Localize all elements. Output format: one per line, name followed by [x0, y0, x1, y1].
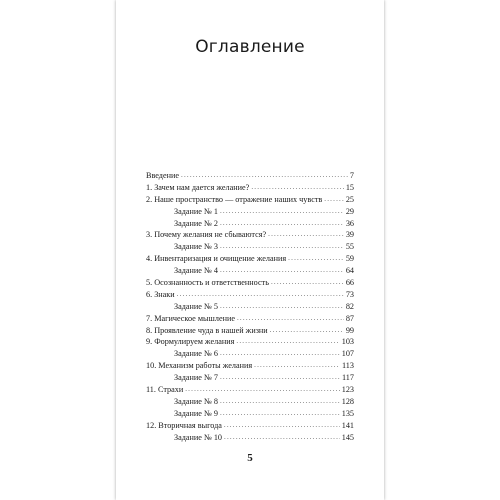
toc-entry	[146, 420, 354, 432]
toc-entry-label: 6. Знаки	[146, 289, 175, 299]
toc-subentry	[146, 206, 354, 218]
toc-entry-label: Задание № 3	[174, 242, 218, 252]
toc-entry-label: Задание № 9	[174, 408, 218, 418]
toc-entry-page: 36	[345, 218, 354, 228]
toc-entry-page: 99	[345, 325, 354, 335]
toc-entry	[146, 253, 354, 265]
table-of-contents	[146, 170, 354, 443]
toc-entry-label: 8. Проявление чуда в нашей жизни	[146, 325, 268, 335]
toc-entry-label: 4. Инвентаризация и очищение желания	[146, 254, 287, 264]
dot-leader	[220, 301, 344, 313]
toc-entry-label: 5. Осознанность и ответственность	[146, 278, 269, 287]
toc-entry	[146, 289, 354, 301]
dot-leader	[220, 348, 340, 360]
page-title: Оглавление	[195, 37, 305, 57]
toc-entry	[146, 360, 354, 372]
toc-entry	[146, 384, 354, 396]
dot-leader	[220, 396, 340, 408]
toc-entry-label: Задание № 5	[174, 301, 218, 311]
toc-entry-label: 9. Формулируем желания	[146, 337, 235, 347]
toc-entry-page: 29	[345, 206, 354, 216]
toc-entry-page: 73	[345, 289, 354, 299]
dot-leader	[251, 182, 344, 194]
toc-entry	[146, 229, 354, 241]
toc-entry	[146, 336, 354, 348]
toc-subentry	[146, 372, 354, 384]
toc-entry-label: 10. Механизм работы желания	[146, 361, 253, 371]
toc-subentry	[146, 408, 354, 420]
toc-entry-page: 141	[341, 420, 354, 430]
toc-entry-label: Задание № 2	[174, 218, 218, 228]
dot-leader	[224, 432, 340, 444]
toc-entry-page: 64	[345, 266, 354, 276]
toc-entry	[146, 325, 354, 337]
toc-subentry	[146, 301, 354, 313]
dot-leader	[177, 289, 344, 301]
toc-subentry	[146, 348, 354, 360]
toc-entry-label: Задание № 4	[174, 266, 218, 276]
toc-entry-label: Задание № 8	[174, 396, 218, 406]
dot-leader	[220, 408, 340, 420]
dot-leader	[237, 313, 344, 325]
toc-entry-page: 7	[349, 170, 354, 180]
toc-entry	[146, 194, 354, 206]
dot-leader	[220, 206, 344, 218]
toc-entry-page: 145	[341, 432, 354, 442]
dot-leader	[288, 253, 344, 265]
dot-leader	[181, 170, 348, 182]
toc-entry-page: 123	[341, 385, 354, 395]
toc-entry-label: 11. Страхи	[146, 385, 184, 395]
dot-leader	[220, 265, 344, 277]
toc-entry-label: 3. Почему желания не сбываются?	[146, 230, 267, 240]
dot-leader	[268, 229, 344, 241]
toc-entry-page: 135	[341, 408, 354, 418]
toc-entry-page: 107	[341, 349, 354, 359]
toc-subentry	[146, 432, 354, 444]
toc-entry-page: 113	[342, 361, 354, 371]
dot-leader	[270, 325, 344, 337]
toc-entry-page: 59	[345, 254, 354, 264]
toc-entry-page: 39	[345, 230, 354, 240]
dot-leader	[254, 360, 340, 372]
dot-leader	[236, 336, 339, 348]
dot-leader	[324, 194, 344, 206]
toc-subentry	[146, 241, 354, 253]
toc-entry-page: 128	[341, 396, 354, 406]
toc-entry-page: 15	[345, 182, 354, 192]
toc-entry-label: Введение	[146, 170, 180, 180]
toc-entry-page: 82	[345, 301, 354, 311]
toc-entry	[146, 182, 354, 194]
page-number: 5	[247, 452, 253, 464]
dot-leader	[271, 277, 344, 289]
toc-subentry	[146, 396, 354, 408]
dot-leader	[224, 420, 340, 432]
dot-leader	[185, 384, 340, 396]
toc-entry-page: 103	[341, 337, 354, 347]
toc-entry-page: 55	[345, 242, 354, 252]
toc-entry-label: 2. Наше пространство — отражение наших чувств	[146, 194, 323, 204]
book-page	[116, 0, 384, 500]
toc-entry-page: 66	[345, 278, 354, 287]
toc-entry-label: Задание № 1	[174, 206, 218, 216]
toc-entry-page: 87	[345, 313, 354, 323]
toc-entry	[146, 313, 354, 325]
toc-entry-page: 25	[345, 194, 354, 204]
dot-leader	[220, 372, 340, 384]
toc-subentry	[146, 218, 354, 230]
toc-entry-label: Задание № 10	[174, 432, 223, 442]
toc-entry-label: 1. Зачем нам дается желание?	[146, 182, 250, 192]
toc-entry-label: Задание № 7	[174, 373, 218, 383]
toc-entry-label: 12. Вторичная выгода	[146, 420, 222, 430]
toc-entry-label: 7. Магическое мышление	[146, 313, 235, 323]
toc-entry	[146, 170, 354, 182]
toc-subentry	[146, 265, 354, 277]
dot-leader	[220, 218, 344, 230]
dot-leader	[220, 241, 344, 253]
toc-entry	[146, 277, 354, 289]
toc-entry-page: 117	[342, 373, 354, 383]
toc-entry-label: Задание № 6	[174, 349, 218, 359]
